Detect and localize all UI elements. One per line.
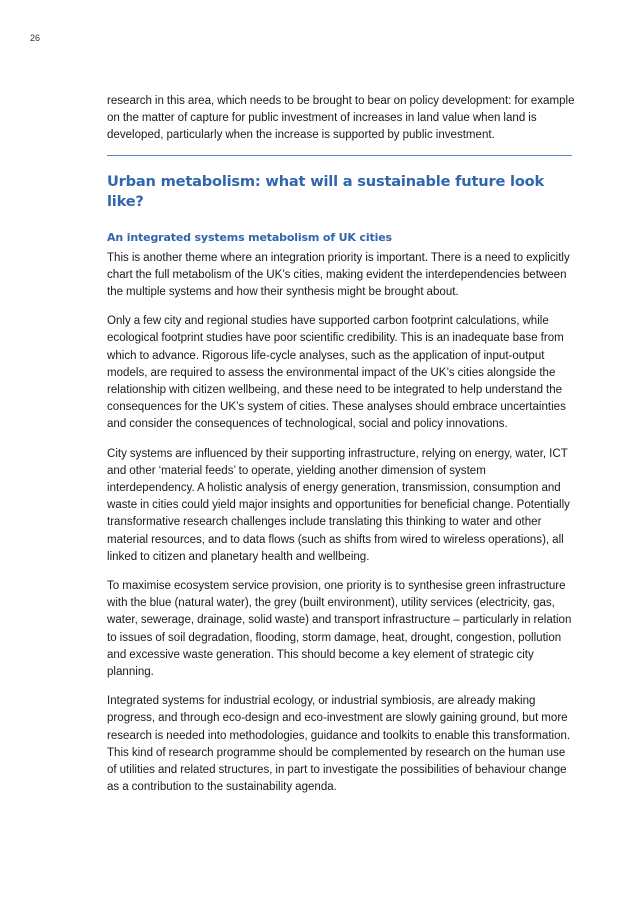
section-subheading: An integrated systems metabolism of UK cities <box>107 230 392 244</box>
intro-paragraph: research in this area, which needs to be brought to bear on policy development: for example on the matter of capture for public investment of increases in land value when land is developed, particularly when the increase is supported by public investment. <box>107 95 575 142</box>
page-number: 26 <box>30 33 41 43</box>
page-content <box>107 93 575 809</box>
section-heading: Urban metabolism: what will a sustainable future look like? <box>107 172 544 210</box>
body-paragraph: City systems are influenced by their supporting infrastructure, relying on energy, water, ICT and other ‘material feeds’ to operate, yielding another dimension of system interdependency. A holistic analysis of energy generation, transmission, consumption and waste in cities could yield major insights and opportunities for beneficial change. Potentially transformative research challenges include translating this thinking to water and other material resources, and to data flows (such as shifts from wired to wireless operations), all linked to citizen and planetary health and wellbeing. <box>107 447 570 563</box>
body-paragraph: This is another theme where an integration priority is important. There is a need to explicitly chart the full metabolism of the UK’s cities, making evident the interdependencies between the multiple systems and how their synthesis might be brought about. <box>107 251 570 299</box>
body-paragraph: Integrated systems for industrial ecology, or industrial symbiosis, are already making progress, and through eco-design and eco-investment are slowly gaining ground, but more research is needed into methodologies, guidance and toolkits to enable this transformation. This kind of research programme should be complemented by research on the human use of utilities and related structures, in part to investigate the possibilities of behaviour change as a contribution to the sustainability agenda. <box>107 695 571 794</box>
body-paragraph: Only a few city and regional studies have supported carbon footprint calculations, while ecological footprint studies have poor scientific credibility. This is an inadequate base from which to advance. Rigorous life-cycle analyses, such as the application of input-output models, are required to assess the environmental impact of the UK’s cities alongside the relationship with citizen wellbeing, and these need to be integrated to help understand the consequences for the UK’s system of cities. These analyses should embrace uncertainties and consider the consequences of technological, social and policy innovations. <box>107 315 566 431</box>
section-divider <box>107 155 572 156</box>
body-paragraph: To maximise ecosystem service provision, one priority is to synthesise green infrastructure with the blue (natural water), the grey (built environment), utility services (electricity, gas, water, sewerage, drainage, solid waste) and transport infrastructure – particularly in relation to issues of soil degradation, flooding, storm damage, heat, drought, congestion, pollution and excessive waste generation. This should become a key element of strategic city planning. <box>107 580 572 679</box>
